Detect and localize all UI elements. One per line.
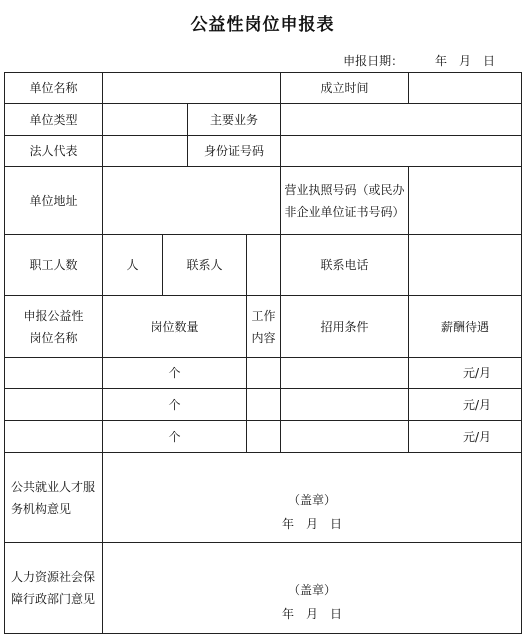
- page-title: 公益性岗位申报表: [190, 15, 335, 35]
- unit-salary: 元/月: [462, 429, 491, 444]
- table-row: [5, 421, 522, 453]
- hr-seal: （盖章）: [287, 583, 336, 597]
- label-work-content-line1: 工作: [251, 308, 276, 323]
- application-form-table: [4, 72, 522, 634]
- label-work-content: [247, 296, 281, 358]
- field-salary[interactable]: [409, 421, 522, 453]
- row-unit-name: [5, 73, 522, 104]
- field-work-content[interactable]: [247, 421, 281, 453]
- row-unit-type: [5, 104, 522, 136]
- label-license: [281, 167, 409, 235]
- label-legal-rep: 法人代表: [5, 136, 103, 167]
- label-hiring-conditions: 招用条件: [281, 296, 409, 358]
- row-post-header: [5, 296, 522, 358]
- field-hiring-conditions[interactable]: [281, 358, 409, 389]
- field-post-count[interactable]: [103, 358, 247, 389]
- field-unit-name[interactable]: [103, 73, 281, 104]
- label-staff-count: 职工人数: [5, 235, 103, 296]
- label-agency-line2: 务机构意见: [11, 501, 72, 516]
- row-agency-opinion: [5, 453, 522, 543]
- field-post-count[interactable]: [103, 421, 247, 453]
- label-established: 成立时间: [281, 73, 409, 104]
- label-post-name: [5, 296, 103, 358]
- field-address[interactable]: [103, 167, 281, 235]
- field-post-name[interactable]: [5, 421, 103, 453]
- unit-person: 人: [126, 258, 139, 272]
- row-legal-rep: [5, 136, 522, 167]
- field-id-number[interactable]: [281, 136, 522, 167]
- field-hiring-conditions[interactable]: [281, 389, 409, 421]
- label-unit-type: 单位类型: [5, 104, 103, 136]
- date-label: 申报日期：: [343, 54, 404, 68]
- field-unit-type[interactable]: [103, 104, 188, 136]
- unit-ge: 个: [168, 366, 181, 380]
- label-license-line2: 非企业单位证书号码）: [284, 204, 405, 219]
- field-main-business[interactable]: [281, 104, 522, 136]
- field-hr-opinion[interactable]: [103, 543, 522, 634]
- label-post-count: 岗位数量: [103, 296, 247, 358]
- field-staff-count[interactable]: [103, 235, 163, 296]
- field-work-content[interactable]: [247, 358, 281, 389]
- label-hr-opinion: [5, 543, 103, 634]
- label-salary: 薪酬待遇: [409, 296, 522, 358]
- label-contact-person: 联系人: [163, 235, 247, 296]
- date-placeholder: 年 月 日: [434, 54, 495, 68]
- label-hr-line2: 障行政部门意见: [11, 592, 96, 606]
- field-established[interactable]: [409, 73, 522, 104]
- unit-salary: 元/月: [462, 397, 491, 412]
- label-address: 单位地址: [5, 167, 103, 235]
- label-agency-opinion: [5, 453, 103, 543]
- field-salary[interactable]: [409, 358, 522, 389]
- row-address: [5, 167, 522, 235]
- row-hr-opinion: [5, 543, 522, 634]
- field-license[interactable]: [409, 167, 522, 235]
- label-unit-name: 单位名称: [5, 73, 103, 104]
- label-post-name-line2: 岗位名称: [29, 330, 78, 345]
- agency-seal: （盖章）: [287, 492, 336, 507]
- unit-salary: 元/月: [462, 366, 491, 380]
- label-hr-line1: 人力资源社会保: [11, 570, 96, 584]
- field-hiring-conditions[interactable]: [281, 421, 409, 453]
- row-staff: [5, 235, 522, 296]
- field-post-name[interactable]: [5, 358, 103, 389]
- table-row: [5, 358, 522, 389]
- field-agency-opinion[interactable]: [103, 453, 522, 543]
- field-legal-rep[interactable]: [103, 136, 188, 167]
- agency-sign-date: 年 月 日: [281, 516, 342, 531]
- hr-sign-date: 年 月 日: [281, 607, 342, 621]
- application-date: [343, 52, 495, 69]
- field-post-name[interactable]: [5, 389, 103, 421]
- field-work-content[interactable]: [247, 389, 281, 421]
- unit-ge: 个: [168, 429, 181, 444]
- label-contact-phone: 联系电话: [281, 235, 409, 296]
- field-contact-person[interactable]: [247, 235, 281, 296]
- label-main-business: 主要业务: [188, 104, 281, 136]
- label-post-name-line1: 申报公益性: [23, 308, 84, 323]
- label-id-number: 身份证号码: [188, 136, 281, 167]
- unit-ge: 个: [168, 397, 181, 412]
- table-row: [5, 389, 522, 421]
- field-salary[interactable]: [409, 389, 522, 421]
- label-license-line1: 营业执照号码（或民办: [284, 182, 405, 197]
- field-post-count[interactable]: [103, 389, 247, 421]
- field-contact-phone[interactable]: [409, 235, 522, 296]
- label-work-content-line2: 内容: [251, 330, 276, 345]
- label-agency-line1: 公共就业人才服: [11, 479, 96, 494]
